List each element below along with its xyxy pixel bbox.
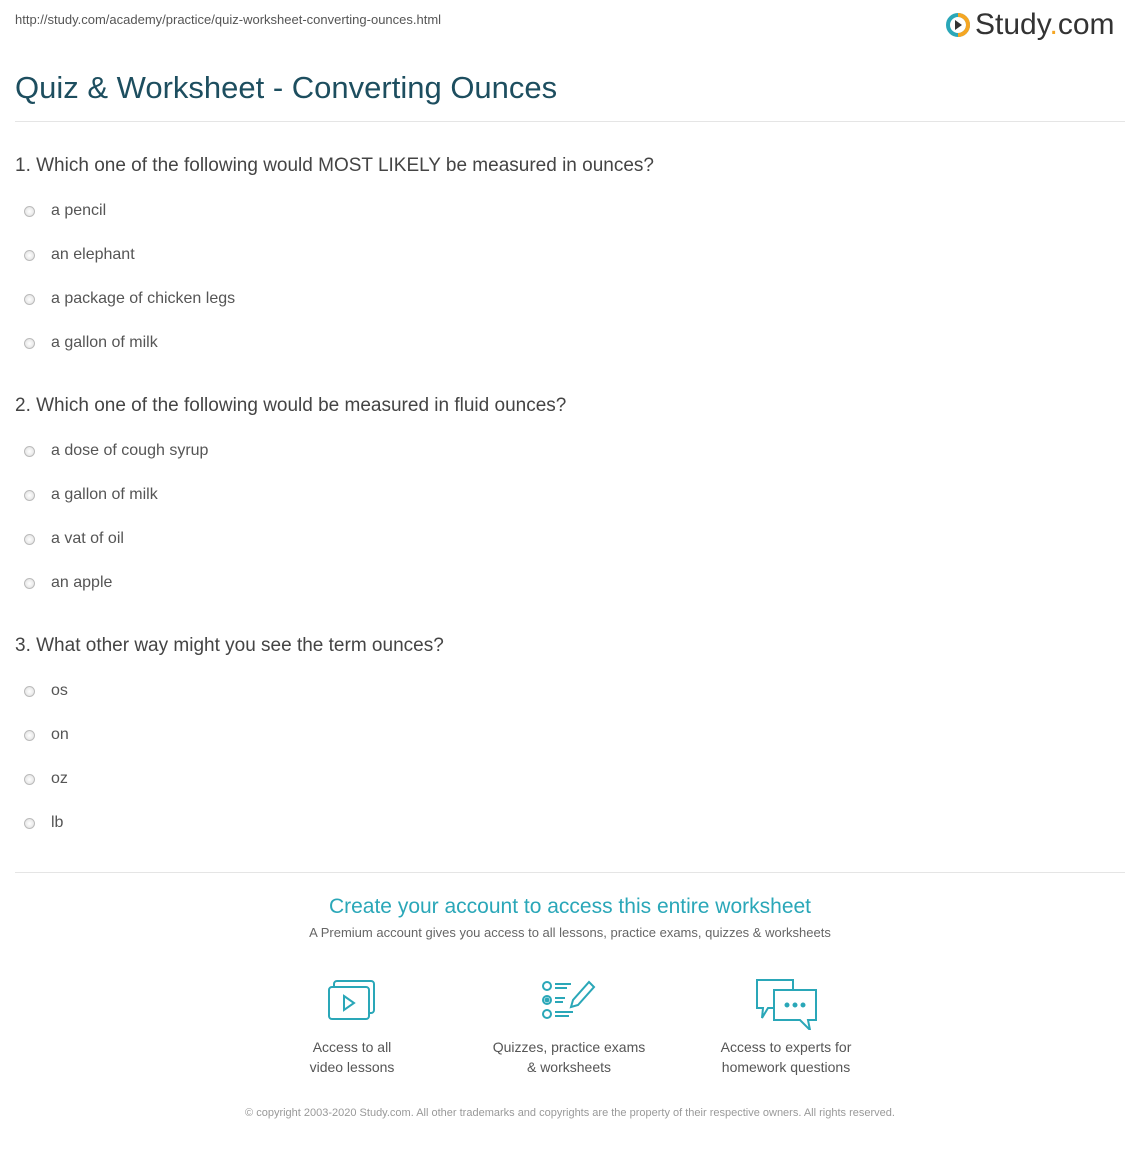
option-label: a package of chicken legs	[51, 290, 236, 307]
question-3	[15, 635, 444, 845]
feature-experts	[686, 978, 886, 1077]
logo-text: Study	[975, 8, 1050, 41]
option[interactable]	[15, 429, 566, 473]
option-label: a vat of oil	[51, 530, 124, 547]
signup-cta	[0, 895, 1140, 940]
question-text: 2. Which one of the following would be measured in fluid ounces?	[15, 395, 567, 416]
page-url: http://study.com/academy/practice/quiz-worksheet-converting-ounces.html	[15, 12, 442, 27]
radio-button[interactable]	[24, 686, 35, 697]
feature-quizzes	[469, 978, 669, 1077]
option-label: a pencil	[51, 202, 107, 219]
option[interactable]	[15, 321, 654, 365]
option-label: a gallon of milk	[51, 486, 158, 503]
feature-video-lessons	[252, 978, 452, 1077]
option-label: lb	[51, 814, 64, 831]
play-logo-icon	[945, 12, 971, 38]
page-title: Quiz & Worksheet - Converting Ounces	[15, 70, 558, 105]
radio-button[interactable]	[24, 294, 35, 305]
question-1	[15, 155, 654, 365]
option[interactable]	[15, 189, 654, 233]
option[interactable]	[15, 713, 444, 757]
feature-line: Access to all	[312, 1039, 392, 1055]
option-label: on	[51, 726, 69, 743]
divider	[15, 872, 1125, 873]
divider	[15, 121, 1125, 122]
option-label: an apple	[51, 574, 113, 591]
option[interactable]	[15, 517, 566, 561]
study-logo[interactable]: Study.com	[945, 8, 1115, 42]
option[interactable]	[15, 669, 444, 713]
radio-button[interactable]	[24, 774, 35, 785]
cta-link[interactable]: Create your account to access this entire worksheet	[328, 895, 812, 918]
feature-line: & worksheets	[526, 1059, 612, 1075]
option[interactable]	[15, 801, 444, 845]
chat-bubbles-icon	[754, 978, 818, 1030]
radio-button[interactable]	[24, 446, 35, 457]
radio-button[interactable]	[24, 578, 35, 589]
radio-button[interactable]	[24, 490, 35, 501]
quiz-list-icon	[541, 978, 597, 1022]
cta-subtitle: A Premium account gives you access to all lessons, practice exams, quizzes & worksheets	[309, 925, 831, 940]
option-label: a gallon of milk	[51, 334, 158, 351]
feature-line: homework questions	[721, 1059, 851, 1075]
question-text: 3. What other way might you see the term ounces?	[15, 635, 444, 656]
option[interactable]	[15, 277, 654, 321]
radio-button[interactable]	[24, 534, 35, 545]
option-label: os	[51, 682, 68, 699]
option-label: an elephant	[51, 246, 135, 263]
feature-line: Access to experts for	[720, 1039, 852, 1055]
copyright-footer: © copyright 2003-2020 Study.com. All other trademarks and copyrights are the property of their respective owners. All rights reserved.	[245, 1107, 895, 1119]
question-text: 1. Which one of the following would MOST LIKELY be measured in ounces?	[15, 155, 654, 176]
option-label: a dose of cough syrup	[51, 442, 209, 459]
feature-line: video lessons	[309, 1059, 395, 1075]
radio-button[interactable]	[24, 338, 35, 349]
question-2	[15, 395, 566, 605]
option[interactable]	[15, 473, 566, 517]
radio-button[interactable]	[24, 730, 35, 741]
radio-button[interactable]	[24, 206, 35, 217]
option-label: oz	[51, 770, 68, 787]
radio-button[interactable]	[24, 818, 35, 829]
option[interactable]	[15, 233, 654, 277]
radio-button[interactable]	[24, 250, 35, 261]
video-lessons-icon	[326, 978, 378, 1022]
feature-line: Quizzes, practice exams	[492, 1039, 646, 1055]
option[interactable]	[15, 757, 444, 801]
logo-suffix: com	[1057, 8, 1115, 41]
option[interactable]	[15, 561, 566, 605]
